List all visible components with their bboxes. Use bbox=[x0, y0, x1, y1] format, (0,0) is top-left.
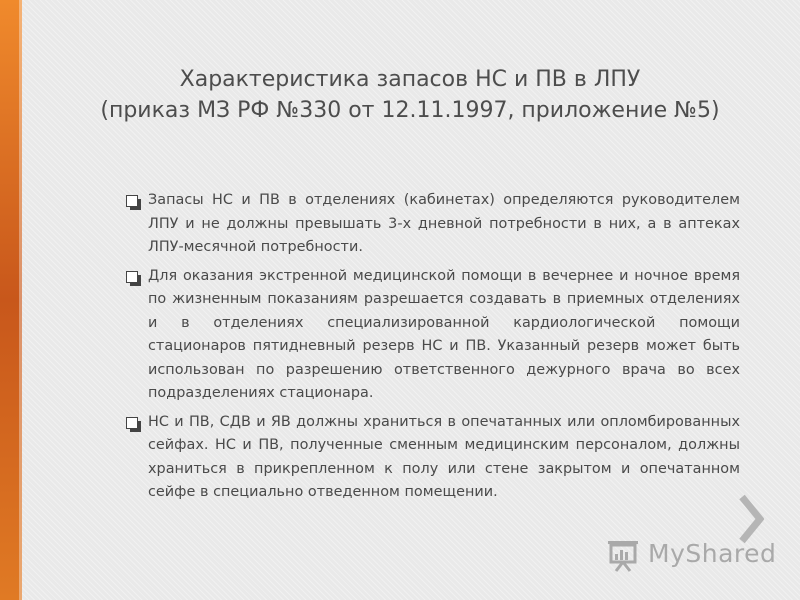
bullet-text: Для оказания экстренной медицинской помощи в вечернее и ночное время по жизненным показаниям разрешается создавать в приемных отделениях и в отделениях специализированной кардиологической помощи стационаров пятидневный резерв НС и ПВ. Указанный резерв может быть использован по разрешению ответственного дежурного врача во всех подразделениях стационара. bbox=[148, 267, 740, 401]
bullet-text: НС и ПВ, СДВ и ЯВ должны храниться в опечатанных или опломбированных сейфах. НС и ПВ, полученные сменным медицинским персоналом, должны храниться в прикрепленном к полу или стене закрытом и опечатанном сейфе в специально отведенном помещении. bbox=[148, 413, 740, 500]
checkbox-bullet-icon bbox=[126, 271, 138, 283]
presentation-board-icon bbox=[606, 538, 640, 572]
title-line-1: Характеристика запасов НС и ПВ в ЛПУ bbox=[179, 67, 641, 92]
checkbox-bullet-icon bbox=[126, 417, 138, 429]
accent-bar bbox=[0, 0, 22, 600]
bullet-text: Запасы НС и ПВ в отделениях (кабинетах) определяются руководителем ЛПУ и не должны превышать 3-х дневной потребности в них, а в аптеках ЛПУ-месячной потребности. bbox=[148, 192, 740, 255]
slide-title bbox=[90, 64, 730, 126]
watermark-text: MyShared bbox=[648, 539, 777, 568]
chevron-right-icon[interactable] bbox=[738, 494, 764, 544]
bullet-list bbox=[126, 189, 740, 510]
title-line-2: (приказ МЗ РФ №330 от 12.11.1997, приложение №5) bbox=[100, 98, 720, 123]
checkbox-bullet-icon bbox=[126, 195, 138, 207]
list-item bbox=[126, 265, 740, 406]
list-item bbox=[126, 189, 740, 260]
watermark-logo bbox=[606, 538, 776, 572]
list-item bbox=[126, 411, 740, 505]
